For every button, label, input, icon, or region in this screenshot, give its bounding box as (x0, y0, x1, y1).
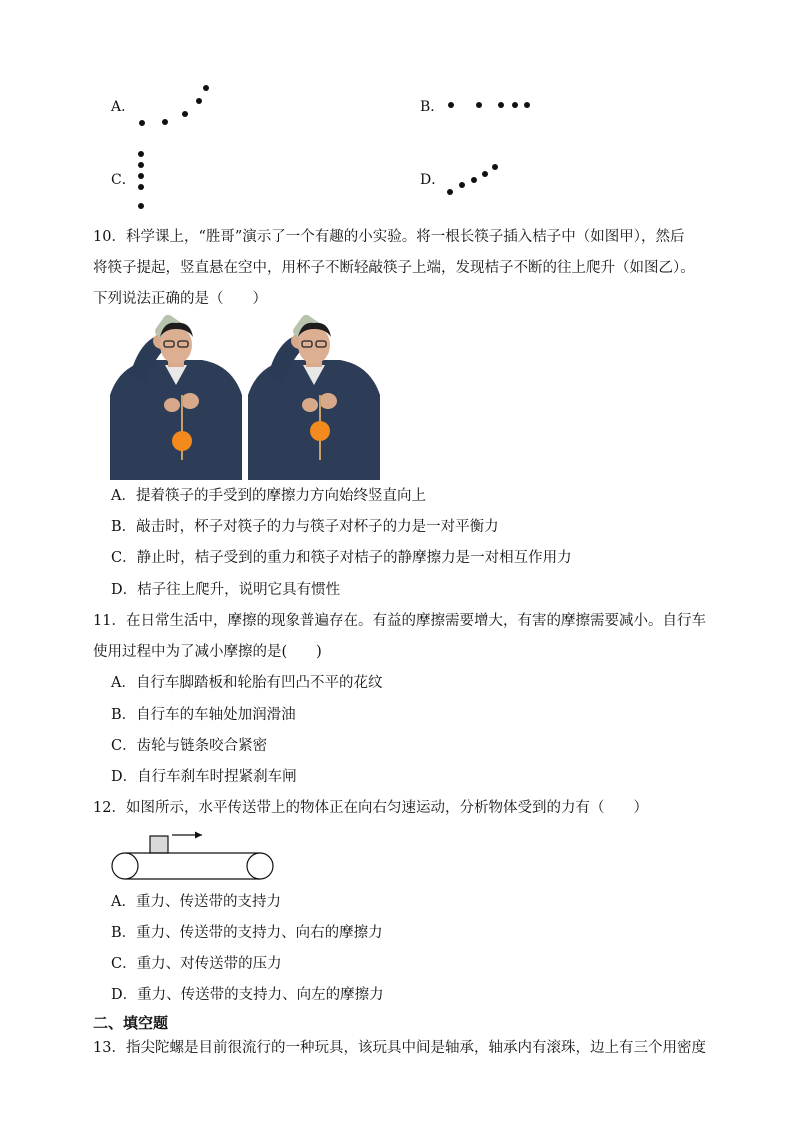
dot (203, 85, 209, 91)
q10-option-b: B．敲击时，杯子对筷子的力与筷子对杯子的力是一对平衡力 (111, 519, 499, 535)
dot (196, 98, 202, 104)
q11-option-a: A．自行车脚踏板和轮胎有凹凸不平的花纹 (111, 675, 383, 691)
dot (512, 102, 518, 108)
option-a-label: A． (111, 99, 136, 115)
option-b-label: B． (420, 99, 445, 115)
section-heading: 二、填空题 (93, 1014, 169, 1032)
q11-option-d: D．自行车刹车时捏紧刹车闸 (111, 769, 297, 785)
q11-text-line1: 11．在日常生活中，摩擦的现象普遍存在。有益的摩擦需要增大，有害的摩擦需要减小。自行车 (93, 613, 706, 629)
q10-text-line1: 10．科学课上，“胜哥”演示了一个有趣的小实验。将一根长筷子插入桔子中（如图甲），然后 (93, 229, 685, 245)
experiment-photo-1 (110, 315, 242, 480)
option-d-label: D． (420, 172, 446, 188)
person-with-orange-image (110, 315, 242, 480)
q10-option-d: D．桔子往上爬升，说明它具有惯性 (111, 582, 341, 598)
dot (182, 111, 188, 117)
dot (524, 102, 530, 108)
dot (471, 177, 477, 183)
q10-option-c: C．静止时，桔子受到的重力和筷子对桔子的静摩擦力是一对相互作用力 (111, 550, 572, 566)
q12-text-line1: 12．如图所示，水平传送带上的物体正在向右匀速运动，分析物体受到的力有（ ） (93, 800, 648, 816)
dot (162, 119, 168, 125)
q10-option-a: A．提着筷子的手受到的摩擦力方向始终竖直向上 (111, 488, 426, 504)
option-c-label: C． (111, 172, 136, 188)
dot (138, 162, 144, 168)
dot (482, 171, 488, 177)
q10-text-line2: 将筷子提起，竖直悬在空中，用杯子不断轻敲筷子上端，发现桔子不断的往上爬升（如图乙）。 (93, 260, 695, 276)
q11-option-b: B．自行车的车轴处加润滑油 (111, 707, 296, 723)
q12-option-b: B．重力、传送带的支持力、向右的摩擦力 (111, 925, 383, 941)
dot (459, 182, 465, 188)
q11-text-line2: 使用过程中为了减小摩擦的是( ) (93, 644, 322, 660)
conveyor-belt-diagram (108, 826, 278, 884)
q13-text-line1: 13．指尖陀螺是目前很流行的一种玩具，该玩具中间是轴承，轴承内有滚珠，边上有三个用密度 (93, 1040, 706, 1056)
q12-option-a: A．重力、传送带的支持力 (111, 894, 281, 910)
dot (447, 189, 453, 195)
q12-option-d: D．重力、传送带的支持力、向左的摩擦力 (111, 987, 384, 1003)
dot (139, 120, 145, 126)
dot (138, 184, 144, 190)
dot (492, 164, 498, 170)
q12-option-c: C．重力、对传送带的压力 (111, 956, 282, 972)
dot (138, 203, 144, 209)
dot (476, 102, 482, 108)
dot (138, 173, 144, 179)
experiment-photo-2 (248, 315, 380, 480)
q11-option-c: C．齿轮与链条咬合紧密 (111, 738, 268, 754)
q10-text-line3: 下列说法正确的是（ ） (93, 291, 267, 307)
dot (138, 151, 144, 157)
dot (498, 102, 504, 108)
dot (448, 102, 454, 108)
person-with-orange-raised-image (248, 315, 380, 480)
